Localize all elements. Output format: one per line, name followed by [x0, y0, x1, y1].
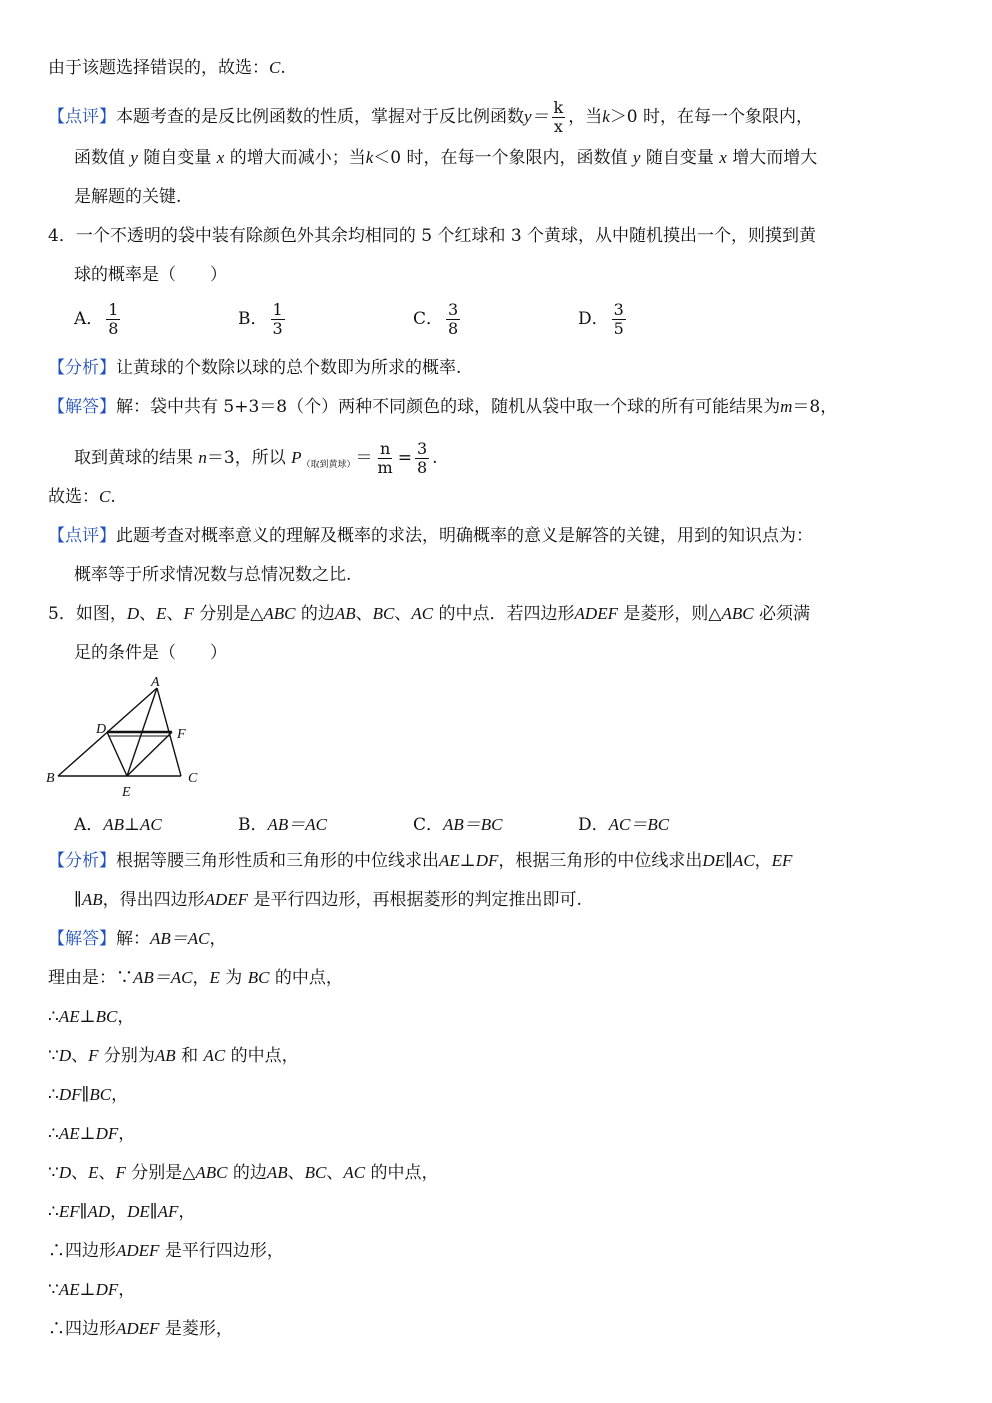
text: ∵: [48, 1046, 59, 1066]
text: 是菱形，则△: [623, 604, 722, 624]
q5-option-b[interactable]: [238, 810, 327, 835]
q5-analysis-line2: [74, 888, 582, 912]
text: ＝8，: [792, 397, 838, 417]
text: 根据等腰三角形性质和三角形的中位线求出: [116, 851, 439, 871]
text: ，: [110, 1202, 128, 1222]
var: DE∥AF: [127, 1202, 179, 1221]
q4-choose: [48, 485, 116, 509]
text: .: [432, 448, 438, 468]
label-c: C: [188, 771, 198, 786]
option-label: B．: [238, 309, 268, 329]
text: ，: [118, 1280, 136, 1300]
q4-review-line1: [48, 524, 813, 548]
text: 的中点．若四边形: [438, 604, 575, 624]
q5-step-5: [48, 1122, 135, 1146]
frac-num: n: [379, 439, 391, 458]
text: ∴四边形: [48, 1319, 116, 1339]
var: BC: [304, 1163, 327, 1182]
text: 、: [98, 1163, 116, 1183]
var: AE⊥DF: [58, 1124, 119, 1143]
var: AB: [334, 604, 356, 623]
frac-num: 1: [272, 300, 283, 319]
text: ，: [117, 1007, 135, 1027]
var: m: [780, 397, 793, 416]
frac-den: 3: [272, 319, 283, 338]
text: 本题考查的是反比例函数的性质，掌握对于反比例函数: [116, 107, 524, 127]
text: 和: [181, 1046, 199, 1066]
text: 是菱形，: [164, 1319, 233, 1339]
var: ADEF: [204, 890, 249, 909]
option-fraction: [612, 301, 626, 338]
text: ，根据三角形的中位线求出: [498, 851, 703, 871]
var: k: [365, 148, 374, 167]
var: D: [58, 1046, 72, 1065]
text: 、: [139, 604, 157, 624]
frac-num: 3: [613, 300, 624, 319]
var: AE⊥DF: [439, 851, 499, 870]
var: y: [130, 148, 138, 167]
q5-option-a[interactable]: [74, 810, 162, 835]
q5-line2: 足的条件是（ ）: [74, 643, 227, 663]
var: BC: [372, 604, 395, 623]
var: ADEF: [574, 604, 618, 623]
var: y: [632, 148, 641, 167]
text: 此题考查对概率意义的理解及概率的求法，明确概率的意义是解答的关键，用到的知识点为：: [116, 526, 813, 546]
q5-option-d[interactable]: [578, 810, 669, 835]
text: 、: [326, 1163, 344, 1183]
text: 随自变量: [143, 148, 212, 168]
q5-step-6: [48, 1161, 439, 1185]
text: 的增大而减小；当: [229, 148, 366, 168]
var: y＝: [524, 107, 549, 126]
q4-option-c[interactable]: [413, 301, 463, 338]
text: 、: [71, 1163, 89, 1183]
q5-line1: [48, 602, 810, 626]
text: ＜0 时，在每一个象限内，函数值: [373, 148, 628, 168]
frac-den: m: [377, 458, 393, 477]
text: 、: [394, 604, 412, 624]
var: k: [602, 107, 610, 126]
var: F: [183, 604, 194, 623]
fraction-3-over-8: [415, 440, 429, 477]
var: EF∥AD: [58, 1202, 111, 1221]
frac-num: 3: [448, 300, 459, 319]
analysis-tag: 【分析】: [48, 358, 116, 378]
text: 、: [71, 1046, 89, 1066]
text: ，: [209, 929, 227, 949]
triangle-figure: [44, 672, 224, 802]
q5-step-8: [48, 1239, 284, 1263]
text: ，: [178, 1202, 196, 1222]
text: 分别为: [103, 1046, 155, 1066]
q4-option-d[interactable]: [578, 301, 629, 338]
option-label: A．: [74, 309, 104, 329]
text: ，: [754, 851, 772, 871]
var: x: [719, 148, 727, 167]
text: 解：: [116, 929, 150, 949]
review-tag: 【点评】: [48, 107, 116, 127]
var: n: [198, 448, 207, 467]
option-text: AC＝BC: [608, 815, 670, 834]
option-text: AB＝AC: [267, 815, 327, 834]
text: 函数值: [74, 148, 125, 168]
text: 理由是：∵: [48, 968, 133, 988]
q5-step-9: [48, 1278, 135, 1302]
var: D: [126, 604, 140, 623]
analysis-tag: 【分析】: [48, 851, 116, 871]
text: 必须满: [758, 604, 810, 624]
var: AC: [203, 1046, 226, 1065]
var: F: [88, 1046, 99, 1065]
frac-den: 8: [108, 319, 119, 338]
fraction-k-over-x: [552, 99, 566, 136]
text: ∴: [48, 1085, 59, 1105]
text: ∴四边形: [48, 1241, 116, 1261]
label-a: A: [151, 675, 160, 690]
label-e: E: [122, 785, 131, 800]
segment-ef: [127, 732, 172, 776]
text: 、: [355, 604, 373, 624]
var: AB: [154, 1046, 176, 1065]
var: AE⊥BC: [58, 1007, 118, 1026]
var: AE⊥DF: [58, 1280, 119, 1299]
text: ，: [118, 1124, 136, 1144]
review1-line1: [48, 99, 813, 136]
frac-den: x: [553, 117, 563, 136]
q4-review-line2: 概率等于所求情况数与总情况数之比.: [74, 565, 352, 585]
q5-step-2: [48, 1005, 134, 1029]
var: P: [291, 448, 302, 467]
option-text: AB⊥AC: [103, 815, 162, 834]
text: .: [110, 487, 116, 507]
text: ∵: [48, 1280, 59, 1300]
segment-de: [107, 732, 127, 776]
label-f: F: [177, 727, 186, 742]
var: E: [209, 968, 220, 987]
q5-option-c[interactable]: [413, 810, 503, 835]
text: 分别是△: [199, 604, 264, 624]
text: 5．如图，: [48, 604, 127, 624]
label-b: B: [46, 771, 55, 786]
frac-den: 8: [416, 458, 428, 477]
var: AC: [411, 604, 434, 623]
q4-line2: 球的概率是（ ）: [74, 265, 227, 285]
text: ，得出四边形: [102, 890, 205, 910]
option-fraction: [271, 301, 285, 338]
label-d: D: [96, 722, 107, 737]
var: x: [216, 148, 225, 167]
text: ＞0 时，在每一个象限内，: [609, 107, 814, 127]
option-fraction: [106, 301, 120, 338]
var: E: [88, 1163, 99, 1182]
option-label: C．: [413, 309, 444, 329]
q4-answer-line1: [48, 395, 837, 419]
text: .: [280, 58, 286, 78]
text: 、: [287, 1163, 305, 1183]
option-text: AB＝BC: [443, 815, 503, 834]
frac-den: 5: [613, 319, 624, 338]
text: 由于该题选择错误的，故选：: [48, 58, 269, 78]
text: ＝: [355, 448, 373, 468]
text: 的中点，: [370, 1163, 439, 1183]
text: 、: [166, 604, 184, 624]
option-fraction: [446, 301, 460, 338]
var: D: [58, 1163, 72, 1182]
option-label: A．: [74, 815, 104, 835]
text: ∴: [48, 1202, 59, 1222]
answer-tag: 【解答】: [48, 929, 116, 949]
var: AC: [343, 1163, 366, 1182]
text: ，: [192, 968, 210, 988]
frac-num: k: [553, 98, 564, 117]
q5-step-7: [48, 1200, 195, 1224]
frac-num: 1: [108, 300, 119, 319]
var: AB＝AC: [133, 968, 193, 987]
answer-tag: 【解答】: [48, 397, 116, 417]
q4-answer-line2: [74, 440, 438, 477]
q5-answer: [48, 927, 227, 951]
text: 是平行四边形，: [164, 1241, 284, 1261]
var: DE∥AC: [702, 851, 755, 870]
review1-line3: 是解题的关键.: [74, 187, 182, 207]
text: 解：袋中共有 5+3＝8（个）两种不同颜色的球，随机从袋中取一个球的所有可能结果为: [116, 397, 781, 417]
text: 故选：: [48, 487, 99, 507]
text: ∴: [48, 1007, 59, 1027]
text: ，: [111, 1085, 129, 1105]
text: 的边: [300, 604, 335, 624]
text: 是平行四边形，再根据菱形的判定推出即可.: [253, 890, 582, 910]
var: ADEF: [116, 1241, 160, 1260]
subscript: （取到黄球）: [301, 460, 356, 470]
var: ABC: [195, 1163, 228, 1182]
var: AB: [266, 1163, 288, 1182]
q5-step-3: [48, 1044, 299, 1068]
text: ∴: [48, 1124, 59, 1144]
var: F: [115, 1163, 126, 1182]
review-tag: 【点评】: [48, 526, 116, 546]
q5-step-10: [48, 1317, 233, 1341]
text: 的边: [232, 1163, 267, 1183]
var: ABC: [721, 604, 754, 623]
frac-num: 3: [416, 439, 428, 458]
var: C: [99, 487, 111, 506]
q4-option-a[interactable]: [74, 301, 123, 338]
var: ABC: [263, 604, 296, 623]
text: 的中点，: [230, 1046, 299, 1066]
frac-den: 8: [448, 319, 459, 338]
fraction-n-over-m: [376, 440, 395, 477]
option-label: D．: [578, 309, 609, 329]
q5-step-4: [48, 1083, 128, 1107]
text: ∵: [48, 1163, 59, 1183]
option-label: B．: [238, 815, 268, 835]
text: ＝3，所以: [206, 448, 286, 468]
q4-analysis: [48, 356, 461, 380]
text: 让黄球的个数除以球的总个数即为所求的概率.: [116, 358, 462, 378]
text: 分别是△: [131, 1163, 196, 1183]
text: 为: [225, 968, 243, 988]
var: BC: [247, 968, 270, 987]
var: AB＝AC: [150, 929, 210, 948]
option-label: D．: [578, 815, 609, 835]
q5-analysis-line1: [48, 849, 792, 873]
option-label: C．: [413, 815, 444, 835]
text: ，当: [568, 107, 603, 127]
var: DF∥BC: [58, 1085, 112, 1104]
text: 取到黄球的结果: [74, 448, 193, 468]
q4-option-b[interactable]: [238, 301, 288, 338]
text: 的中点，: [274, 968, 343, 988]
q4-line1: 4．一个不透明的袋中装有除颜色外其余均相同的 5 个红球和 3 个黄球，从中随机摸出一个，则摸到黄: [48, 226, 817, 246]
text: =: [397, 448, 412, 468]
prev-answer-line: [48, 56, 286, 80]
var: E: [156, 604, 167, 623]
var: ∥AB: [74, 890, 103, 909]
q5-step-1: [48, 966, 343, 990]
text: 增大而增大: [732, 148, 818, 168]
var: C: [269, 58, 281, 77]
text: 随自变量: [645, 148, 714, 168]
review1-line2: [74, 146, 817, 170]
var: ADEF: [116, 1319, 160, 1338]
var: EF: [771, 851, 793, 870]
